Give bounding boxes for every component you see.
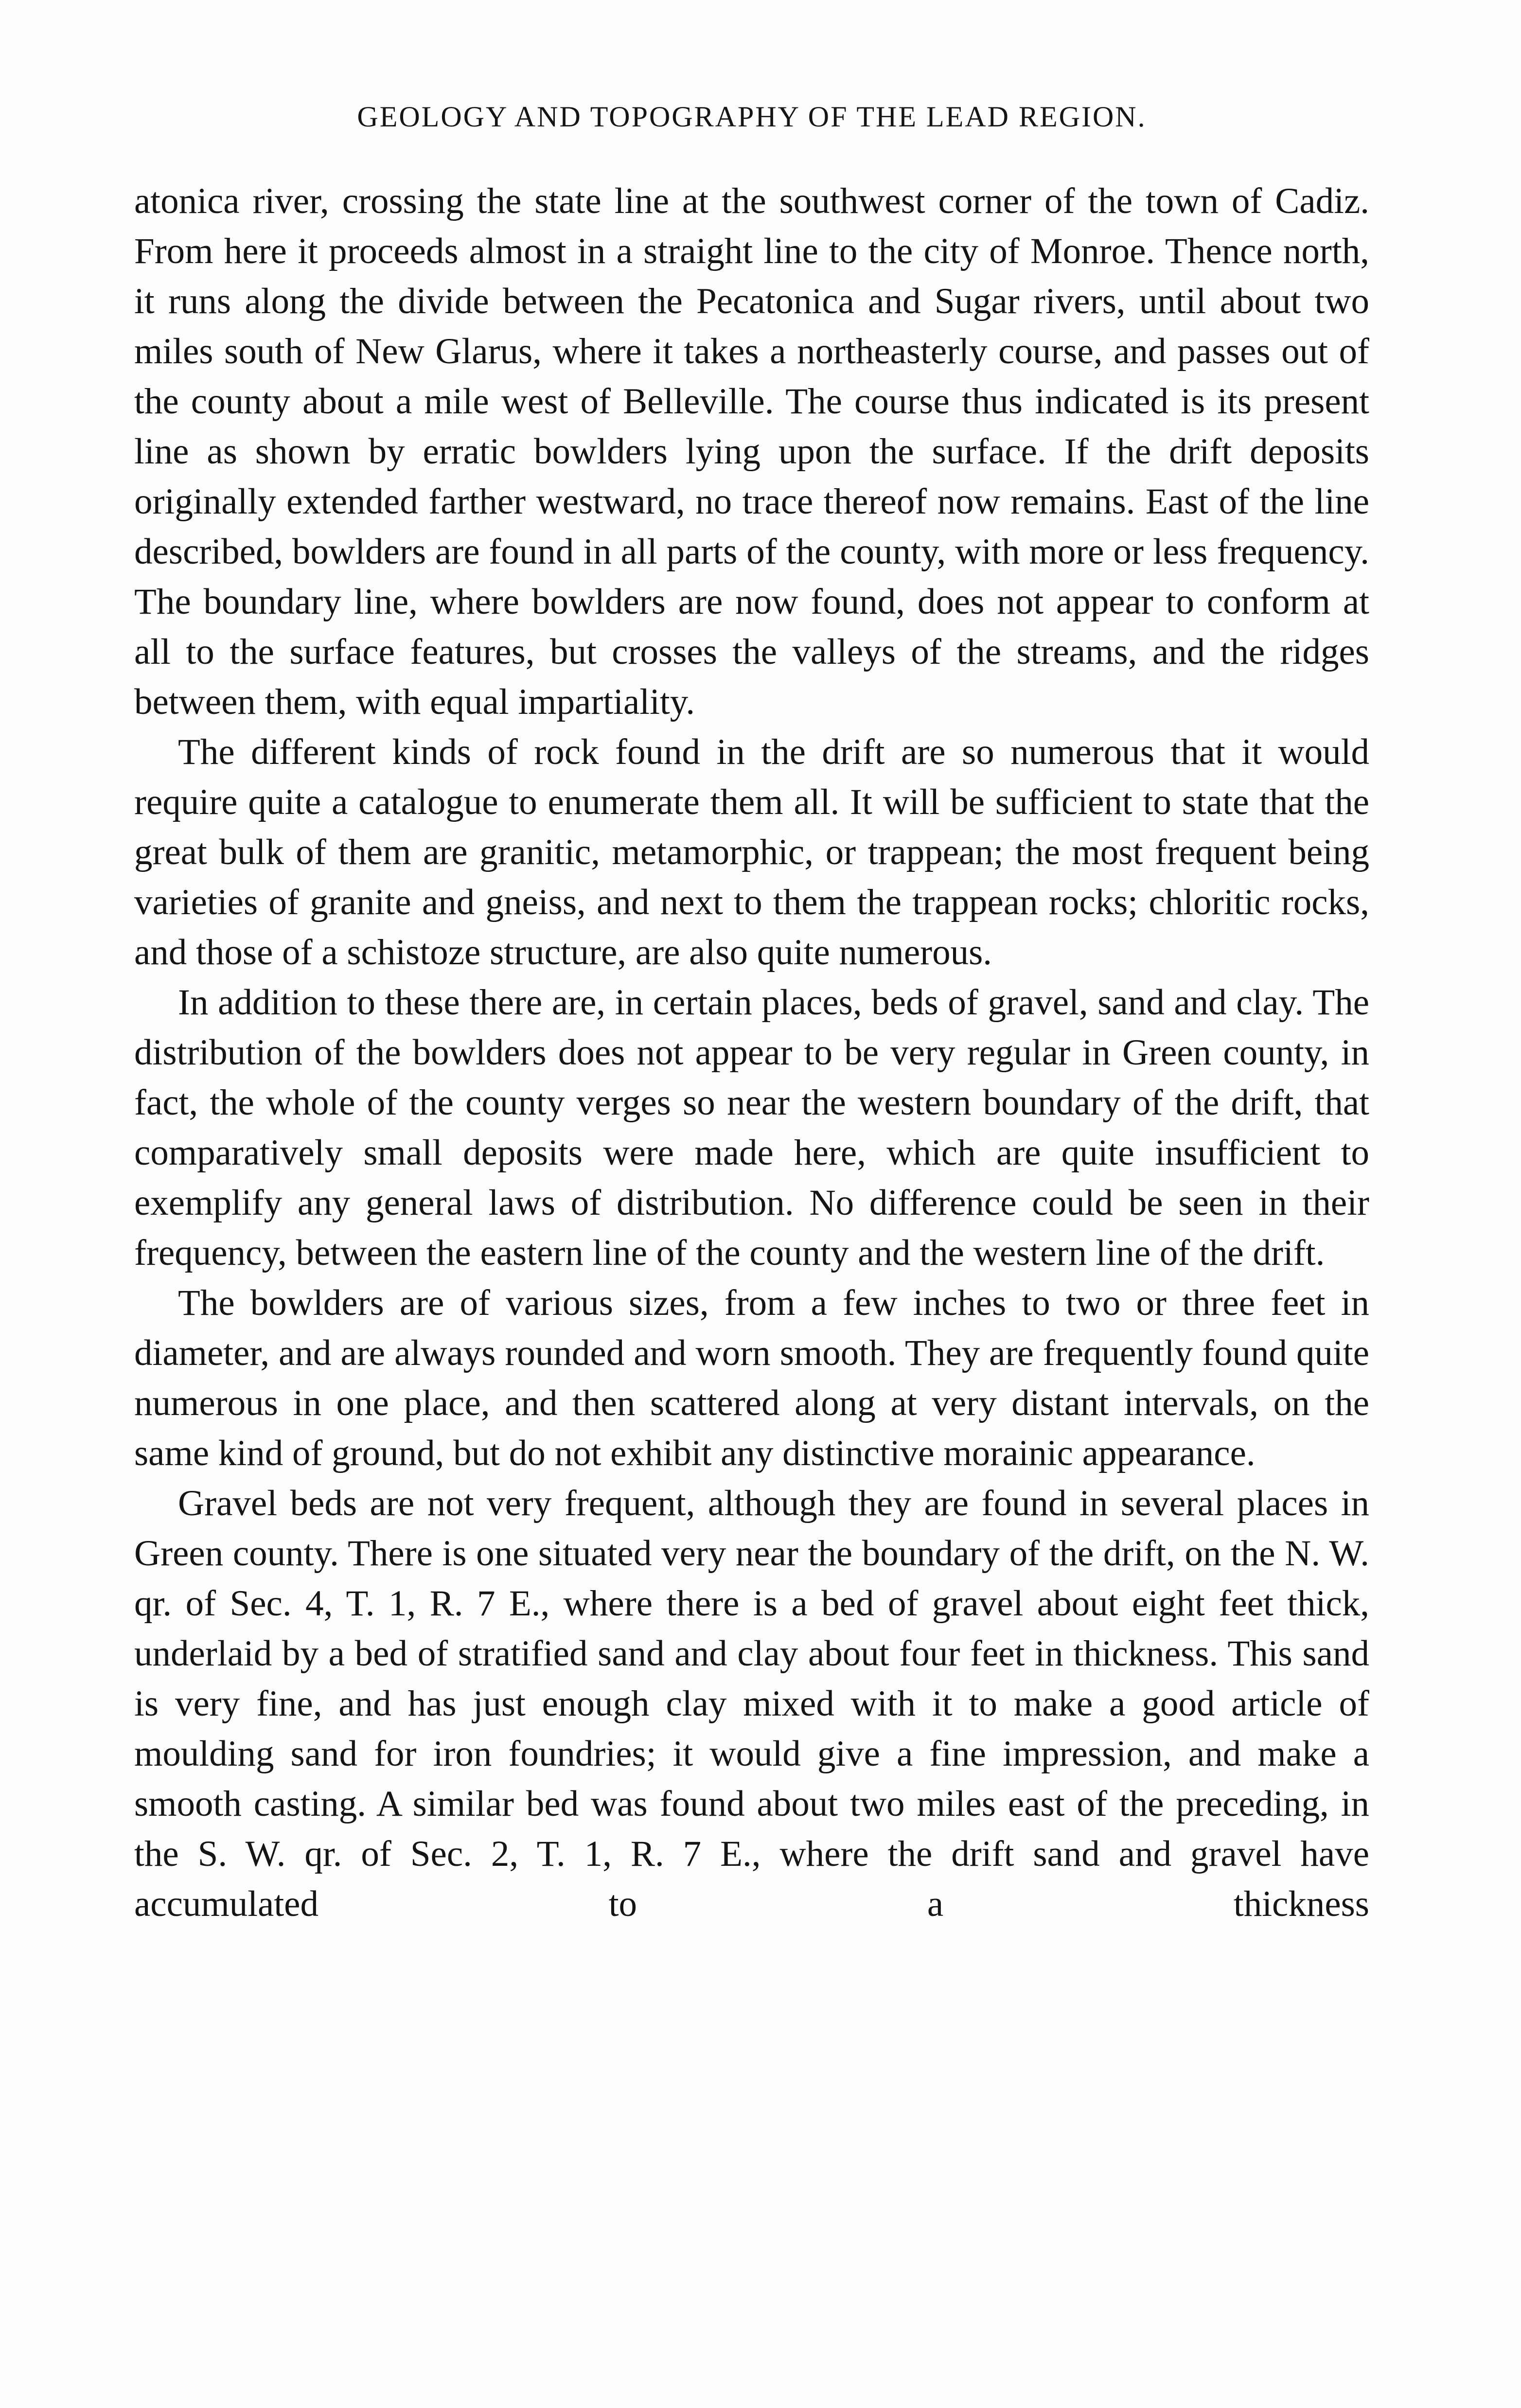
paragraph-bowlder-sizes: The bowlders are of various sizes, from a few inches to two or three feet in diameter, and are always rounded and worn smooth. They are frequently found quite numerous in one place, and then scattered along at very distant intervals, on the same kind of ground, but do not exhibit any distinctive morainic appearance. (134, 1283, 1369, 1473)
paragraph-gravel-beds: Gravel beds are not very frequent, although they are found in several places in Green county. There is one situated very near the boundary of the drift, on the N. W. qr. of Sec. 4, T. 1, R. 7 E., where there is a bed of gravel about eight feet thick, underlaid by a bed of stratified sand and clay about four feet in thickness. This sand is very fine, and has just enough clay mixed with it to make a good article of moulding sand for iron foundries; it would give a fine impression, and make a smooth casting. A similar bed was found about two miles east of the preceding, in the S. W. qr. of Sec. 2, T. 1, R. 7 E., where the drift sand and gravel have accumulated to a thickness (134, 1483, 1369, 1924)
body-text (134, 176, 1369, 1929)
paragraph-rock-kinds: The different kinds of rock found in the drift are so numerous that it would require quite a catalogue to enumerate them all. It will be sufficient to state that the great bulk of them are granitic, metamorphic, or trappean; the most frequent being varieties of granite and gneiss, and next to them the trappean rocks; chloritic rocks, and those of a schistoze structure, are also quite numerous. (134, 732, 1369, 973)
running-head: GEOLOGY AND TOPOGRAPHY OF THE LEAD REGION. (357, 101, 1147, 133)
paragraph-drift-boundary: atonica river, crossing the state line at the southwest corner of the town of Cadiz. From here it proceeds almost in a straight line to the city of Monroe. Thence north, it runs along the divide between the Pecatonica and Sugar rivers, until about two miles south of New Glarus, where it takes a northeasterly course, and passes out of the county about a mile west of Belleville. The course thus indicated is its present line as shown by erratic bowlders lying upon the surface. If the drift deposits originally extended farther westward, no trace thereof now remains. East of the line described, bowlders are found in all parts of the county, with more or less frequency. The boundary line, where bowlders are now found, does not appear to conform at all to the surface features, but crosses the valleys of the streams, and the ridges between them, with equal impartiality. (134, 181, 1369, 722)
paragraph-gravel-sand-clay: In addition to these there are, in certain places, beds of gravel, sand and clay. The distribution of the bowlders does not appear to be very regular in Green county, in fact, the whole of the county verges so near the western boundary of the drift, that comparatively small deposits were made here, which are quite insufficient to exemplify any general laws of distribution. No difference could be seen in their frequency, between the eastern line of the county and the western line of the drift. (134, 982, 1369, 1273)
